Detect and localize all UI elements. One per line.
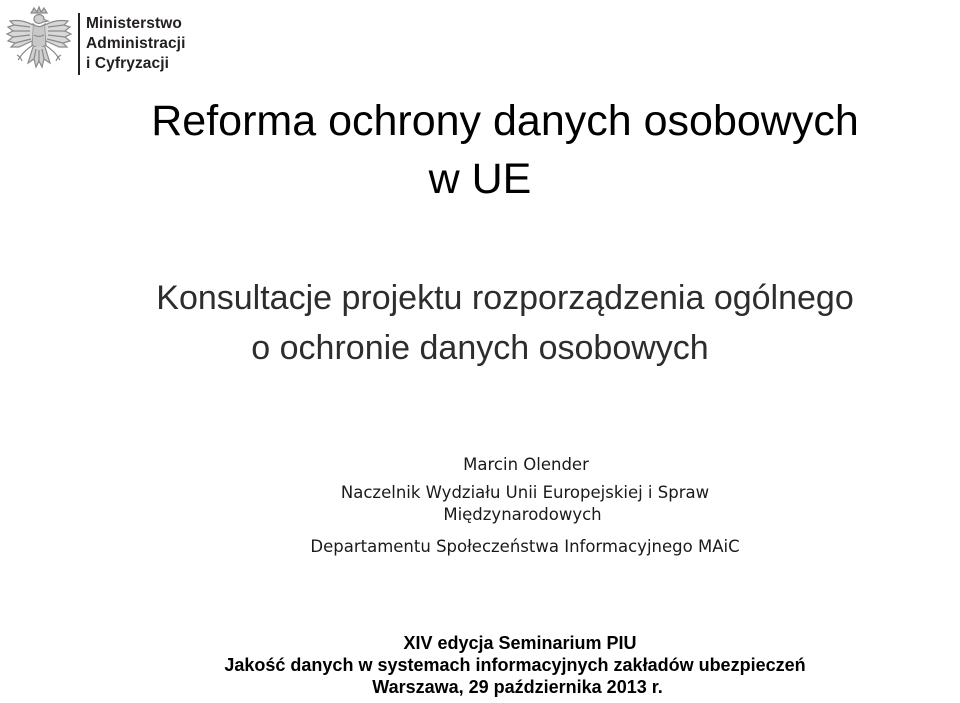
event-block (0, 632, 960, 698)
author-department: Departamentu Społeczeństwa Informacyjnego MAiC (310, 537, 740, 556)
ministry-name-line-2: Administracji (86, 35, 186, 52)
author-name: Marcin Olender (463, 455, 589, 474)
event-place-date: Warszawa, 29 października 2013 r. (372, 677, 663, 697)
slide-subtitle-line-2: o ochronie danych osobowych (251, 329, 709, 367)
ministry-name-line-1: Ministerstwo (86, 15, 182, 32)
slide-subtitle-line-1: Konsultacje projektu rozporządzenia ogólnego (156, 279, 854, 317)
author-block (0, 452, 960, 560)
slide-subtitle (0, 273, 960, 373)
event-topic: Jakość danych w systemach informacyjnych zakładów ubezpieczeń (224, 655, 806, 675)
slide-title-line-2: w UE (428, 155, 532, 203)
slide-title-line-1: Reforma ochrony danych osobowych (151, 97, 859, 145)
author-position-line-1: Naczelnik Wydziału Unii Europejskiej i Spraw (340, 483, 710, 502)
ministry-name (86, 14, 186, 74)
author-position-line-2: Międzynarodowych (443, 505, 602, 524)
logo-divider (78, 13, 80, 75)
event-edition: XIV edycja Seminarium PIU (403, 633, 637, 653)
ministry-name-line-3: i Cyfryzacji (86, 55, 170, 72)
polish-eagle-emblem-icon (4, 5, 74, 83)
slide-title (0, 92, 960, 208)
ministry-logo (4, 4, 186, 84)
